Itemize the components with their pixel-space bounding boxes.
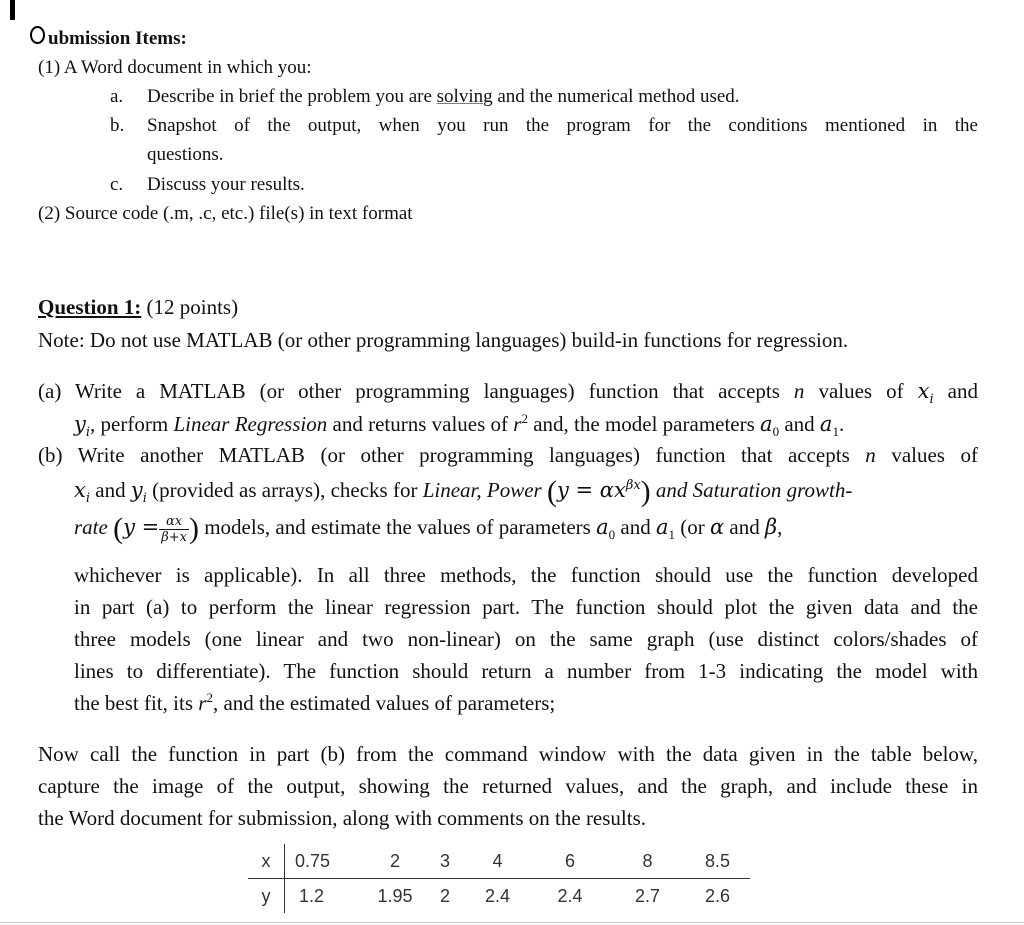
saturation-fraction: $\frac{\alpha x}{\beta+x}$ bbox=[161, 513, 187, 545]
submission-item-1: (1) A Word document in which you: bbox=[38, 57, 312, 78]
table-cell: 2.4 bbox=[484, 885, 511, 906]
heading-s-glyph bbox=[30, 26, 45, 44]
part-b-line1: (b) Write another MATLAB (or other programming languages) function that accepts n values of bbox=[38, 443, 978, 467]
page-bottom-rule bbox=[0, 922, 1024, 923]
data-table bbox=[248, 844, 750, 913]
table-cell: 1.2 bbox=[299, 885, 325, 906]
table-cell: 2.6 bbox=[704, 885, 731, 906]
part-b-line3: rate (y = $\frac{\alpha x}{\beta+x}$ ) models, and estimate the values of parameters $a_0$ and $a_1$ (or α and β, bbox=[74, 512, 783, 545]
table-cell: 2.4 bbox=[557, 885, 583, 906]
table-cell: 0.75 bbox=[285, 844, 366, 879]
part-b-line7: lines to differentiate). The function should return a number from 1-3 indicating the model with bbox=[74, 659, 978, 683]
spellcheck-word: solving bbox=[436, 86, 493, 107]
item-c-marker: c. bbox=[110, 174, 124, 195]
part-b-line6: three models (one linear and two non-linear) on the same graph (use distinct colors/shades of bbox=[74, 627, 978, 651]
call-line1: Now call the function in part (b) from the command window with the data given in the table below, bbox=[38, 742, 978, 766]
part-b-line5: in part (a) to perform the linear regression part. The function should plot the given data and the bbox=[74, 595, 978, 619]
submission-item-2: (2) Source code (.m, .c, etc.) file(s) in text format bbox=[38, 203, 413, 224]
table-cell: 2 bbox=[365, 844, 425, 879]
table-cell: 2.7 bbox=[634, 885, 661, 906]
table-cell: 6 bbox=[530, 844, 610, 879]
table-cell: 4 bbox=[465, 844, 530, 879]
call-line3: the Word document for submission, along with comments on the results. bbox=[38, 806, 647, 830]
table-cell: 1.95 bbox=[377, 885, 413, 906]
question-points: (12 points) bbox=[141, 295, 239, 319]
table-cell: 8.5 bbox=[685, 844, 750, 879]
part-a-line1: (a) Write a MATLAB (or other programming languages) function that accepts n values of $x_i$ and bbox=[38, 379, 978, 408]
text-cursor bbox=[10, 0, 15, 20]
table-cell: 8 bbox=[610, 844, 685, 879]
part-b-line8: the best fit, its $r^2$, and the estimated values of parameters; bbox=[74, 690, 556, 715]
table-cell: 3 bbox=[425, 844, 465, 879]
table-row-y bbox=[248, 879, 750, 914]
item-a-text: Describe in brief the problem you are solving and the numerical method used. bbox=[147, 86, 740, 107]
call-line2: capture the image of the output, showing the returned values, and the graph, and include these in bbox=[38, 774, 978, 798]
item-b-line2: questions. bbox=[147, 144, 224, 165]
table-cell: 2 bbox=[439, 885, 450, 906]
item-b-line1: Snapshot of the output, when you run the program for the conditions mentioned in the bbox=[147, 115, 978, 136]
table-label-y: y bbox=[248, 879, 285, 914]
question-note: Note: Do not use MATLAB (or other programming languages) build-in functions for regression. bbox=[38, 328, 849, 352]
item-a-marker: a. bbox=[110, 86, 124, 107]
item-c-text: Discuss your results. bbox=[147, 174, 305, 195]
question-title: Question 1: bbox=[38, 295, 142, 319]
item-b-marker: b. bbox=[110, 115, 125, 136]
part-a-line2: $y_i$, perform Linear Regression and returns values of $r^2$ and, the model parameters $a_0$ and $a_1$. bbox=[74, 411, 845, 441]
question-title-line bbox=[38, 295, 238, 320]
part-b-line4: whichever is applicable). In all three methods, the function should use the function developed bbox=[74, 563, 978, 587]
table-label-x: x bbox=[248, 844, 285, 879]
submission-heading: ubmission Items: bbox=[48, 28, 187, 49]
table-row-x bbox=[248, 844, 750, 879]
part-b-line2: $x_i$ and $y_i$ (provided as arrays), checks for Linear, Power $(y = \alpha x^{\beta x})$ and Saturation growth- bbox=[74, 475, 853, 508]
